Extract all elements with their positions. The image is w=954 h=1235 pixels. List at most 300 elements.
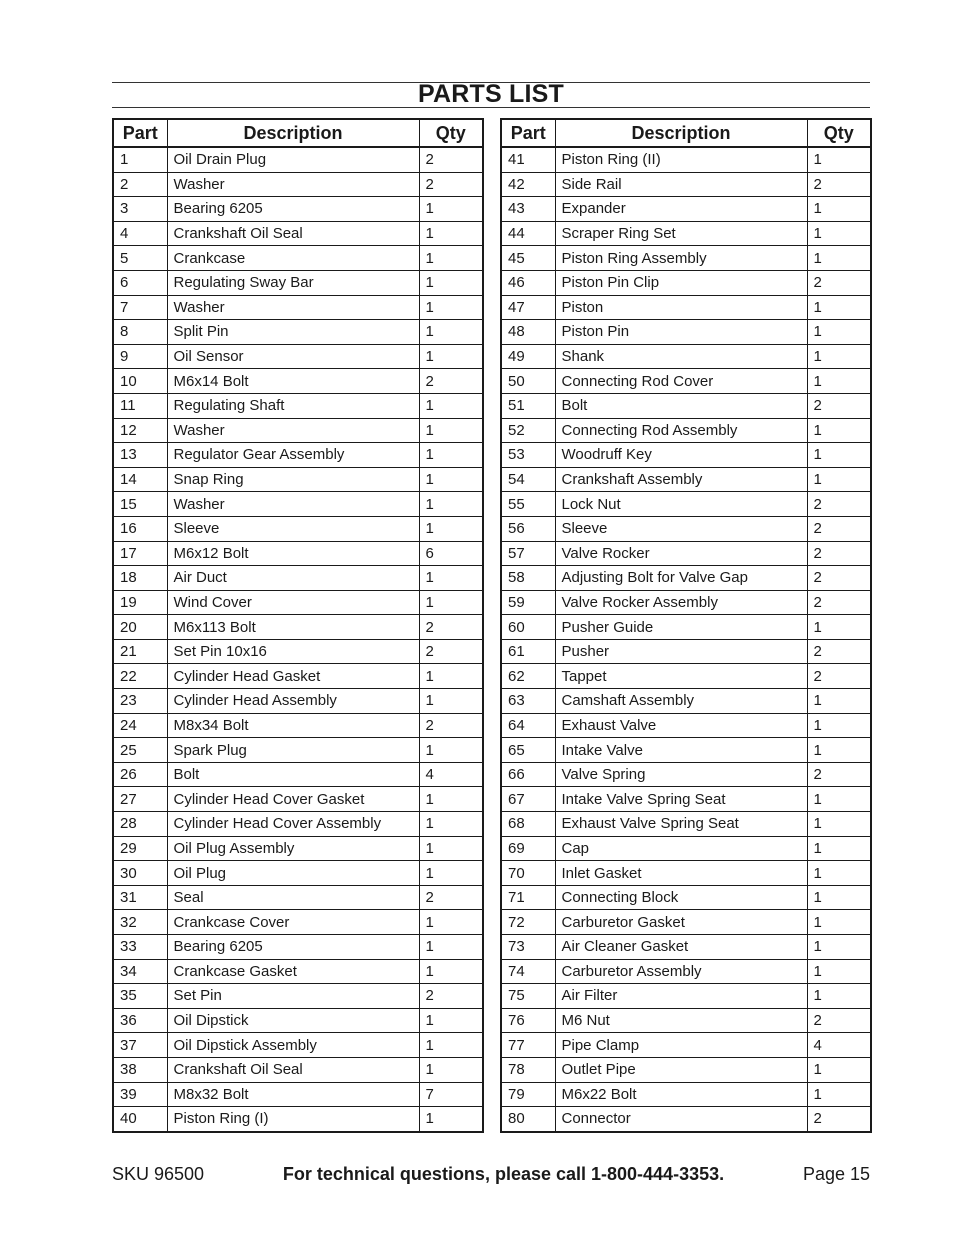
- cell-part: 41: [501, 147, 555, 172]
- cell-description: M6 Nut: [555, 1008, 807, 1033]
- table-row: [113, 664, 483, 689]
- cell-part: 65: [501, 738, 555, 763]
- page-title: PARTS LIST: [418, 79, 564, 108]
- cell-part: 7: [113, 295, 167, 320]
- cell-qty: 1: [807, 1082, 871, 1107]
- table-row: [501, 959, 871, 984]
- table-row: [113, 147, 483, 172]
- cell-description: Lock Nut: [555, 492, 807, 517]
- cell-qty: 1: [419, 959, 483, 984]
- cell-part: 10: [113, 369, 167, 394]
- cell-description: Connecting Block: [555, 885, 807, 910]
- table-row: [501, 393, 871, 418]
- cell-description: Cylinder Head Assembly: [167, 689, 419, 714]
- cell-part: 40: [113, 1107, 167, 1132]
- cell-qty: 2: [807, 762, 871, 787]
- table-row: [113, 615, 483, 640]
- cell-qty: 2: [807, 664, 871, 689]
- parts-table-left-body: [113, 147, 483, 1132]
- table-row: [501, 1082, 871, 1107]
- cell-qty: 1: [807, 418, 871, 443]
- cell-part: 9: [113, 344, 167, 369]
- cell-description: Piston Pin: [555, 320, 807, 345]
- header-description: Description: [555, 119, 807, 147]
- cell-qty: 2: [807, 590, 871, 615]
- cell-part: 49: [501, 344, 555, 369]
- cell-description: Crankshaft Oil Seal: [167, 1057, 419, 1082]
- cell-qty: 2: [807, 639, 871, 664]
- table-row: [501, 221, 871, 246]
- cell-qty: 7: [419, 1082, 483, 1107]
- cell-description: Piston Pin Clip: [555, 270, 807, 295]
- cell-description: Spark Plug: [167, 738, 419, 763]
- cell-part: 50: [501, 369, 555, 394]
- cell-description: Inlet Gasket: [555, 861, 807, 886]
- cell-qty: 1: [807, 221, 871, 246]
- cell-qty: 2: [419, 713, 483, 738]
- table-row: [501, 147, 871, 172]
- table-row: [113, 221, 483, 246]
- cell-description: Carburetor Assembly: [555, 959, 807, 984]
- table-row: [501, 492, 871, 517]
- cell-description: Bolt: [555, 393, 807, 418]
- cell-part: 2: [113, 172, 167, 197]
- table-row: [501, 812, 871, 837]
- cell-description: Cylinder Head Cover Assembly: [167, 812, 419, 837]
- cell-qty: 1: [807, 320, 871, 345]
- cell-part: 62: [501, 664, 555, 689]
- cell-qty: 1: [807, 689, 871, 714]
- cell-description: Set Pin 10x16: [167, 639, 419, 664]
- table-row: [501, 443, 871, 468]
- cell-qty: 1: [419, 1107, 483, 1132]
- table-row: [501, 246, 871, 271]
- cell-description: Crankshaft Assembly: [555, 467, 807, 492]
- cell-description: M6x12 Bolt: [167, 541, 419, 566]
- cell-qty: 6: [419, 541, 483, 566]
- cell-part: 76: [501, 1008, 555, 1033]
- cell-qty: 1: [807, 615, 871, 640]
- table-row: [501, 516, 871, 541]
- cell-qty: 1: [419, 320, 483, 345]
- table-row: [113, 1082, 483, 1107]
- cell-part: 69: [501, 836, 555, 861]
- cell-qty: 1: [419, 467, 483, 492]
- cell-description: Cylinder Head Gasket: [167, 664, 419, 689]
- cell-qty: 2: [807, 492, 871, 517]
- cell-description: Oil Dipstick Assembly: [167, 1033, 419, 1058]
- cell-description: Piston: [555, 295, 807, 320]
- cell-description: Bearing 6205: [167, 197, 419, 222]
- cell-description: Sleeve: [167, 516, 419, 541]
- cell-part: 63: [501, 689, 555, 714]
- cell-qty: 2: [807, 1008, 871, 1033]
- page-footer: [112, 1162, 870, 1186]
- cell-description: Seal: [167, 885, 419, 910]
- table-row: [113, 885, 483, 910]
- cell-qty: 1: [419, 861, 483, 886]
- parts-table-right-body: [501, 147, 871, 1132]
- cell-qty: 1: [807, 443, 871, 468]
- cell-description: Expander: [555, 197, 807, 222]
- cell-part: 27: [113, 787, 167, 812]
- cell-part: 66: [501, 762, 555, 787]
- cell-description: Washer: [167, 418, 419, 443]
- table-header-row: [501, 119, 871, 147]
- cell-description: Cap: [555, 836, 807, 861]
- table-row: [501, 861, 871, 886]
- cell-qty: 1: [807, 369, 871, 394]
- header-part: Part: [113, 119, 167, 147]
- cell-part: 6: [113, 270, 167, 295]
- table-header-row: [113, 119, 483, 147]
- cell-part: 23: [113, 689, 167, 714]
- cell-part: 48: [501, 320, 555, 345]
- cell-qty: 1: [419, 246, 483, 271]
- table-row: [501, 1033, 871, 1058]
- cell-description: Washer: [167, 295, 419, 320]
- cell-part: 14: [113, 467, 167, 492]
- cell-description: Oil Drain Plug: [167, 147, 419, 172]
- cell-qty: 1: [807, 836, 871, 861]
- table-row: [113, 492, 483, 517]
- cell-qty: 2: [807, 566, 871, 591]
- cell-part: 68: [501, 812, 555, 837]
- cell-qty: 1: [807, 1057, 871, 1082]
- cell-description: Camshaft Assembly: [555, 689, 807, 714]
- cell-qty: 1: [807, 959, 871, 984]
- cell-part: 4: [113, 221, 167, 246]
- cell-part: 71: [501, 885, 555, 910]
- table-row: [501, 664, 871, 689]
- table-row: [113, 393, 483, 418]
- table-row: [113, 1008, 483, 1033]
- cell-description: Side Rail: [555, 172, 807, 197]
- cell-part: 46: [501, 270, 555, 295]
- cell-part: 60: [501, 615, 555, 640]
- cell-qty: 1: [419, 738, 483, 763]
- table-row: [113, 270, 483, 295]
- cell-qty: 1: [807, 910, 871, 935]
- table-row: [113, 738, 483, 763]
- cell-description: Washer: [167, 492, 419, 517]
- table-row: [501, 541, 871, 566]
- cell-qty: 2: [807, 541, 871, 566]
- table-row: [501, 1008, 871, 1033]
- header-part: Part: [501, 119, 555, 147]
- cell-description: Piston Ring (II): [555, 147, 807, 172]
- table-row: [501, 639, 871, 664]
- cell-qty: 1: [807, 295, 871, 320]
- cell-description: Air Duct: [167, 566, 419, 591]
- cell-description: Crankcase Cover: [167, 910, 419, 935]
- table-row: [113, 295, 483, 320]
- cell-part: 70: [501, 861, 555, 886]
- cell-description: Regulator Gear Assembly: [167, 443, 419, 468]
- title-bar: [112, 79, 870, 108]
- cell-description: Air Cleaner Gasket: [555, 935, 807, 960]
- cell-part: 52: [501, 418, 555, 443]
- cell-description: Washer: [167, 172, 419, 197]
- cell-qty: 1: [419, 1057, 483, 1082]
- cell-part: 59: [501, 590, 555, 615]
- cell-qty: 1: [807, 984, 871, 1009]
- cell-part: 57: [501, 541, 555, 566]
- cell-qty: 1: [807, 467, 871, 492]
- table-row: [501, 566, 871, 591]
- cell-description: Scraper Ring Set: [555, 221, 807, 246]
- table-row: [501, 885, 871, 910]
- cell-description: M6x113 Bolt: [167, 615, 419, 640]
- table-row: [113, 566, 483, 591]
- cell-part: 56: [501, 516, 555, 541]
- cell-description: Valve Rocker Assembly: [555, 590, 807, 615]
- table-row: [113, 1057, 483, 1082]
- cell-qty: 1: [419, 295, 483, 320]
- cell-part: 51: [501, 393, 555, 418]
- cell-part: 33: [113, 935, 167, 960]
- cell-description: Exhaust Valve Spring Seat: [555, 812, 807, 837]
- cell-part: 12: [113, 418, 167, 443]
- cell-qty: 2: [807, 393, 871, 418]
- cell-description: Adjusting Bolt for Valve Gap: [555, 566, 807, 591]
- cell-qty: 1: [419, 836, 483, 861]
- table-row: [501, 467, 871, 492]
- cell-part: 13: [113, 443, 167, 468]
- cell-qty: 1: [419, 910, 483, 935]
- cell-description: Outlet Pipe: [555, 1057, 807, 1082]
- parts-table-left: [112, 118, 484, 1133]
- cell-description: Woodruff Key: [555, 443, 807, 468]
- table-row: [113, 1107, 483, 1132]
- table-row: [113, 344, 483, 369]
- cell-qty: 1: [807, 147, 871, 172]
- table-row: [113, 812, 483, 837]
- table-row: [501, 910, 871, 935]
- cell-qty: 1: [419, 590, 483, 615]
- cell-part: 35: [113, 984, 167, 1009]
- cell-part: 64: [501, 713, 555, 738]
- cell-part: 45: [501, 246, 555, 271]
- table-row: [113, 1033, 483, 1058]
- cell-part: 17: [113, 541, 167, 566]
- table-row: [113, 418, 483, 443]
- table-row: [113, 590, 483, 615]
- cell-qty: 1: [807, 738, 871, 763]
- cell-qty: 4: [419, 762, 483, 787]
- cell-qty: 1: [419, 787, 483, 812]
- table-row: [113, 910, 483, 935]
- cell-part: 80: [501, 1107, 555, 1132]
- cell-description: Piston Ring (I): [167, 1107, 419, 1132]
- cell-part: 30: [113, 861, 167, 886]
- cell-description: Bolt: [167, 762, 419, 787]
- cell-part: 19: [113, 590, 167, 615]
- table-row: [501, 320, 871, 345]
- table-row: [113, 246, 483, 271]
- cell-qty: 2: [807, 172, 871, 197]
- table-row: [113, 172, 483, 197]
- cell-part: 54: [501, 467, 555, 492]
- cell-part: 18: [113, 566, 167, 591]
- table-row: [113, 959, 483, 984]
- cell-part: 8: [113, 320, 167, 345]
- table-row: [113, 984, 483, 1009]
- cell-part: 75: [501, 984, 555, 1009]
- cell-qty: 2: [807, 1107, 871, 1132]
- cell-description: Shank: [555, 344, 807, 369]
- cell-description: Valve Spring: [555, 762, 807, 787]
- table-row: [113, 541, 483, 566]
- cell-qty: 2: [419, 615, 483, 640]
- table-row: [501, 984, 871, 1009]
- table-row: [113, 443, 483, 468]
- cell-part: 47: [501, 295, 555, 320]
- cell-description: Regulating Shaft: [167, 393, 419, 418]
- cell-description: Split Pin: [167, 320, 419, 345]
- cell-part: 16: [113, 516, 167, 541]
- table-row: [113, 935, 483, 960]
- cell-part: 31: [113, 885, 167, 910]
- cell-description: Pusher: [555, 639, 807, 664]
- cell-qty: 1: [807, 246, 871, 271]
- cell-qty: 1: [807, 787, 871, 812]
- table-row: [113, 861, 483, 886]
- cell-description: Oil Plug: [167, 861, 419, 886]
- support-phone-text: For technical questions, please call 1-800-444-3353.: [282, 1163, 725, 1184]
- cell-part: 73: [501, 935, 555, 960]
- cell-description: M6x14 Bolt: [167, 369, 419, 394]
- table-row: [501, 762, 871, 787]
- cell-qty: 1: [419, 393, 483, 418]
- cell-description: Piston Ring Assembly: [555, 246, 807, 271]
- table-row: [501, 295, 871, 320]
- table-row: [113, 639, 483, 664]
- cell-description: Pusher Guide: [555, 615, 807, 640]
- cell-part: 25: [113, 738, 167, 763]
- cell-part: 34: [113, 959, 167, 984]
- cell-qty: 1: [807, 713, 871, 738]
- cell-description: Intake Valve: [555, 738, 807, 763]
- cell-description: Oil Plug Assembly: [167, 836, 419, 861]
- cell-qty: 1: [419, 344, 483, 369]
- cell-description: M8x34 Bolt: [167, 713, 419, 738]
- cell-description: Exhaust Valve: [555, 713, 807, 738]
- cell-part: 26: [113, 762, 167, 787]
- cell-part: 44: [501, 221, 555, 246]
- cell-part: 79: [501, 1082, 555, 1107]
- cell-description: Carburetor Gasket: [555, 910, 807, 935]
- cell-qty: 2: [419, 639, 483, 664]
- table-row: [501, 418, 871, 443]
- table-row: [113, 836, 483, 861]
- table-row: [501, 369, 871, 394]
- cell-qty: 2: [807, 516, 871, 541]
- sku-label: SKU 96500: [112, 1163, 205, 1184]
- cell-description: Air Filter: [555, 984, 807, 1009]
- cell-part: 3: [113, 197, 167, 222]
- cell-qty: 1: [807, 197, 871, 222]
- cell-part: 24: [113, 713, 167, 738]
- cell-part: 5: [113, 246, 167, 271]
- cell-description: Connecting Rod Cover: [555, 369, 807, 394]
- cell-qty: 1: [419, 443, 483, 468]
- cell-description: M8x32 Bolt: [167, 1082, 419, 1107]
- cell-part: 58: [501, 566, 555, 591]
- header-qty: Qty: [807, 119, 871, 147]
- cell-description: Oil Sensor: [167, 344, 419, 369]
- cell-qty: 1: [419, 197, 483, 222]
- cell-description: Tappet: [555, 664, 807, 689]
- cell-qty: 1: [807, 861, 871, 886]
- cell-description: Snap Ring: [167, 467, 419, 492]
- cell-part: 39: [113, 1082, 167, 1107]
- table-row: [501, 689, 871, 714]
- cell-description: M6x22 Bolt: [555, 1082, 807, 1107]
- cell-part: 32: [113, 910, 167, 935]
- table-row: [501, 270, 871, 295]
- table-row: [113, 197, 483, 222]
- table-row: [501, 713, 871, 738]
- cell-qty: 1: [807, 885, 871, 910]
- cell-part: 22: [113, 664, 167, 689]
- cell-part: 74: [501, 959, 555, 984]
- table-row: [113, 689, 483, 714]
- cell-qty: 2: [807, 270, 871, 295]
- cell-part: 20: [113, 615, 167, 640]
- cell-qty: 1: [807, 344, 871, 369]
- table-row: [113, 762, 483, 787]
- cell-qty: 1: [419, 492, 483, 517]
- cell-description: Crankcase Gasket: [167, 959, 419, 984]
- cell-qty: 1: [419, 221, 483, 246]
- table-row: [501, 172, 871, 197]
- cell-part: 72: [501, 910, 555, 935]
- cell-part: 28: [113, 812, 167, 837]
- cell-part: 37: [113, 1033, 167, 1058]
- cell-description: Crankcase: [167, 246, 419, 271]
- cell-description: Wind Cover: [167, 590, 419, 615]
- cell-qty: 2: [419, 147, 483, 172]
- cell-description: Cylinder Head Cover Gasket: [167, 787, 419, 812]
- cell-part: 15: [113, 492, 167, 517]
- cell-description: Connecting Rod Assembly: [555, 418, 807, 443]
- cell-qty: 1: [419, 664, 483, 689]
- cell-qty: 1: [419, 812, 483, 837]
- cell-qty: 1: [419, 935, 483, 960]
- parts-table-right: [500, 118, 872, 1133]
- table-row: [501, 344, 871, 369]
- cell-description: Sleeve: [555, 516, 807, 541]
- table-row: [113, 713, 483, 738]
- cell-qty: 1: [419, 566, 483, 591]
- cell-part: 43: [501, 197, 555, 222]
- table-row: [501, 787, 871, 812]
- cell-qty: 2: [419, 369, 483, 394]
- cell-part: 11: [113, 393, 167, 418]
- cell-description: Regulating Sway Bar: [167, 270, 419, 295]
- table-row: [501, 197, 871, 222]
- cell-qty: 2: [419, 885, 483, 910]
- cell-qty: 1: [419, 689, 483, 714]
- cell-description: Connector: [555, 1107, 807, 1132]
- cell-part: 1: [113, 147, 167, 172]
- table-row: [501, 1107, 871, 1132]
- cell-description: Bearing 6205: [167, 935, 419, 960]
- cell-part: 53: [501, 443, 555, 468]
- cell-part: 78: [501, 1057, 555, 1082]
- cell-qty: 4: [807, 1033, 871, 1058]
